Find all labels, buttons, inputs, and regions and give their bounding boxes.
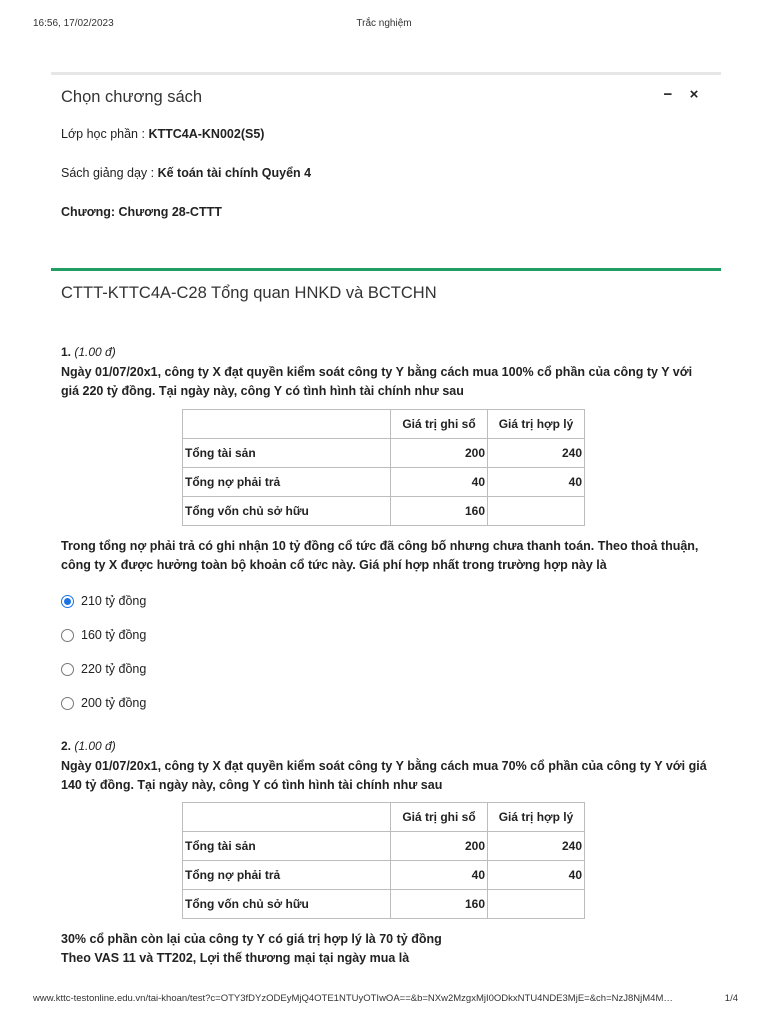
table-header-cell: Giá trị hợp lý	[488, 410, 585, 439]
table-cell: 240	[488, 439, 585, 468]
chapter-panel	[51, 72, 721, 242]
close-icon[interactable]: ×	[689, 86, 699, 103]
table-cell: Tổng nợ phải trả	[183, 861, 391, 890]
answer-label: 220 tỷ đồng	[81, 662, 147, 676]
minimize-icon[interactable]: −	[663, 86, 673, 103]
question-2-after-line-1: 30% cổ phần còn lại của công ty Y có giá trị hợp lý là 70 tỷ đồng	[61, 932, 442, 946]
table-cell	[488, 497, 585, 526]
table-header-cell: Giá trị hợp lý	[488, 803, 585, 832]
answer-option[interactable]	[61, 584, 146, 618]
answer-option[interactable]	[61, 686, 146, 720]
table-cell: Tổng vốn chủ sở hữu	[183, 497, 391, 526]
question-points: (1.00 đ)	[74, 345, 116, 359]
answer-option[interactable]	[61, 652, 146, 686]
table-row	[183, 832, 585, 861]
print-footer	[33, 993, 738, 1007]
question-2-table	[182, 802, 585, 919]
table-row	[183, 497, 585, 526]
panel-tools	[657, 86, 705, 103]
table-header-cell	[183, 803, 391, 832]
table-header-row	[183, 803, 585, 832]
test-panel-header	[61, 281, 711, 307]
table-header-cell	[183, 410, 391, 439]
question-1-after-text: Trong tổng nợ phải trả có ghi nhận 10 tỷ đồng cổ tức đã công bố nhưng chưa thanh toán. Theo thoả thuận, công ty X được hưởng toàn bộ khoản cổ tức này. Giá phí hợp nhất trong trường hợp này là	[61, 539, 699, 572]
question-2-text: Ngày 01/07/20x1, công ty X đạt quyền kiểm soát công ty Y bằng cách mua 70% cổ phần của công ty Y với giá 140 tỷ đồng. Tại ngày này, công Y có tình hình tài chính như sau	[61, 759, 707, 792]
table-cell: 160	[391, 497, 488, 526]
print-datetime: 16:56, 17/02/2023	[33, 18, 114, 29]
question-1	[61, 345, 711, 401]
table-row	[183, 890, 585, 919]
question-number: 2.	[61, 739, 72, 753]
test-title: CTTT-KTTC4A-C28 Tổng quan HNKD và BCTCHN	[61, 284, 437, 302]
table-cell: 40	[391, 468, 488, 497]
radio-icon[interactable]	[61, 663, 74, 676]
radio-icon[interactable]	[61, 697, 74, 710]
question-2-after	[61, 926, 711, 968]
question-1-options	[61, 584, 146, 720]
test-panel	[51, 268, 721, 998]
class-label: Lớp học phần :	[61, 127, 149, 141]
page-number: 1/4	[724, 993, 738, 1004]
print-title: Trắc nghiệm	[356, 18, 412, 29]
chapter-panel-title: Chọn chương sách	[61, 88, 203, 106]
table-row	[183, 468, 585, 497]
question-1-text: Ngày 01/07/20x1, công ty X đạt quyền kiểm soát công ty Y bằng cách mua 100% cổ phần của công ty Y với giá 220 tỷ đồng. Tại ngày này, công Y có tình hình tài chính như sau	[61, 365, 693, 398]
question-1-after	[61, 533, 711, 575]
table-header-cell: Giá trị ghi sổ	[391, 410, 488, 439]
question-points: (1.00 đ)	[74, 739, 116, 753]
table-cell: 200	[391, 832, 488, 861]
chapter-text: Chương: Chương 28-CTTT	[61, 205, 222, 219]
table-cell: 200	[391, 439, 488, 468]
print-url: www.kttc-testonline.edu.vn/tai-khoan/test?c=OTY3fDYzODEyMjQ4OTE1NTUyOTIwOA==&b=NXw2MzgxMjI0ODkxNTU4NDE3MjE=&ch=NzJ8NjM4M…	[33, 993, 673, 1004]
radio-selected-icon[interactable]	[61, 595, 74, 608]
book-value: Kế toán tài chính Quyển 4	[157, 166, 312, 180]
table-header-row	[183, 410, 585, 439]
book-info	[61, 166, 311, 180]
table-cell: 40	[391, 861, 488, 890]
chapter-info	[61, 205, 222, 219]
table-header-cell: Giá trị ghi sổ	[391, 803, 488, 832]
class-info	[61, 127, 264, 141]
table-cell: 40	[488, 861, 585, 890]
table-cell	[488, 890, 585, 919]
question-1-table	[182, 409, 585, 526]
book-label: Sách giảng dạy :	[61, 166, 158, 180]
question-2-after-line-2: Theo VAS 11 và TT202, Lợi thế thương mại tại ngày mua là	[61, 951, 410, 965]
chapter-panel-header	[61, 85, 711, 111]
table-cell: Tổng tài sản	[183, 439, 391, 468]
question-2-number	[61, 739, 711, 753]
answer-option[interactable]	[61, 618, 146, 652]
print-header	[33, 18, 735, 32]
table-cell: Tổng nợ phải trả	[183, 468, 391, 497]
table-cell: 160	[391, 890, 488, 919]
question-1-number	[61, 345, 711, 359]
table-cell: Tổng tài sản	[183, 832, 391, 861]
question-number: 1.	[61, 345, 72, 359]
answer-label: 160 tỷ đồng	[81, 628, 147, 642]
table-cell: 40	[488, 468, 585, 497]
table-row	[183, 861, 585, 890]
table-cell: Tổng vốn chủ sở hữu	[183, 890, 391, 919]
table-row	[183, 439, 585, 468]
table-cell: 240	[488, 832, 585, 861]
class-value: KTTC4A-KN002(S5)	[148, 127, 265, 141]
answer-label: 200 tỷ đồng	[81, 696, 147, 710]
answer-label: 210 tỷ đồng	[81, 594, 147, 608]
question-2	[61, 739, 711, 795]
radio-icon[interactable]	[61, 629, 74, 642]
